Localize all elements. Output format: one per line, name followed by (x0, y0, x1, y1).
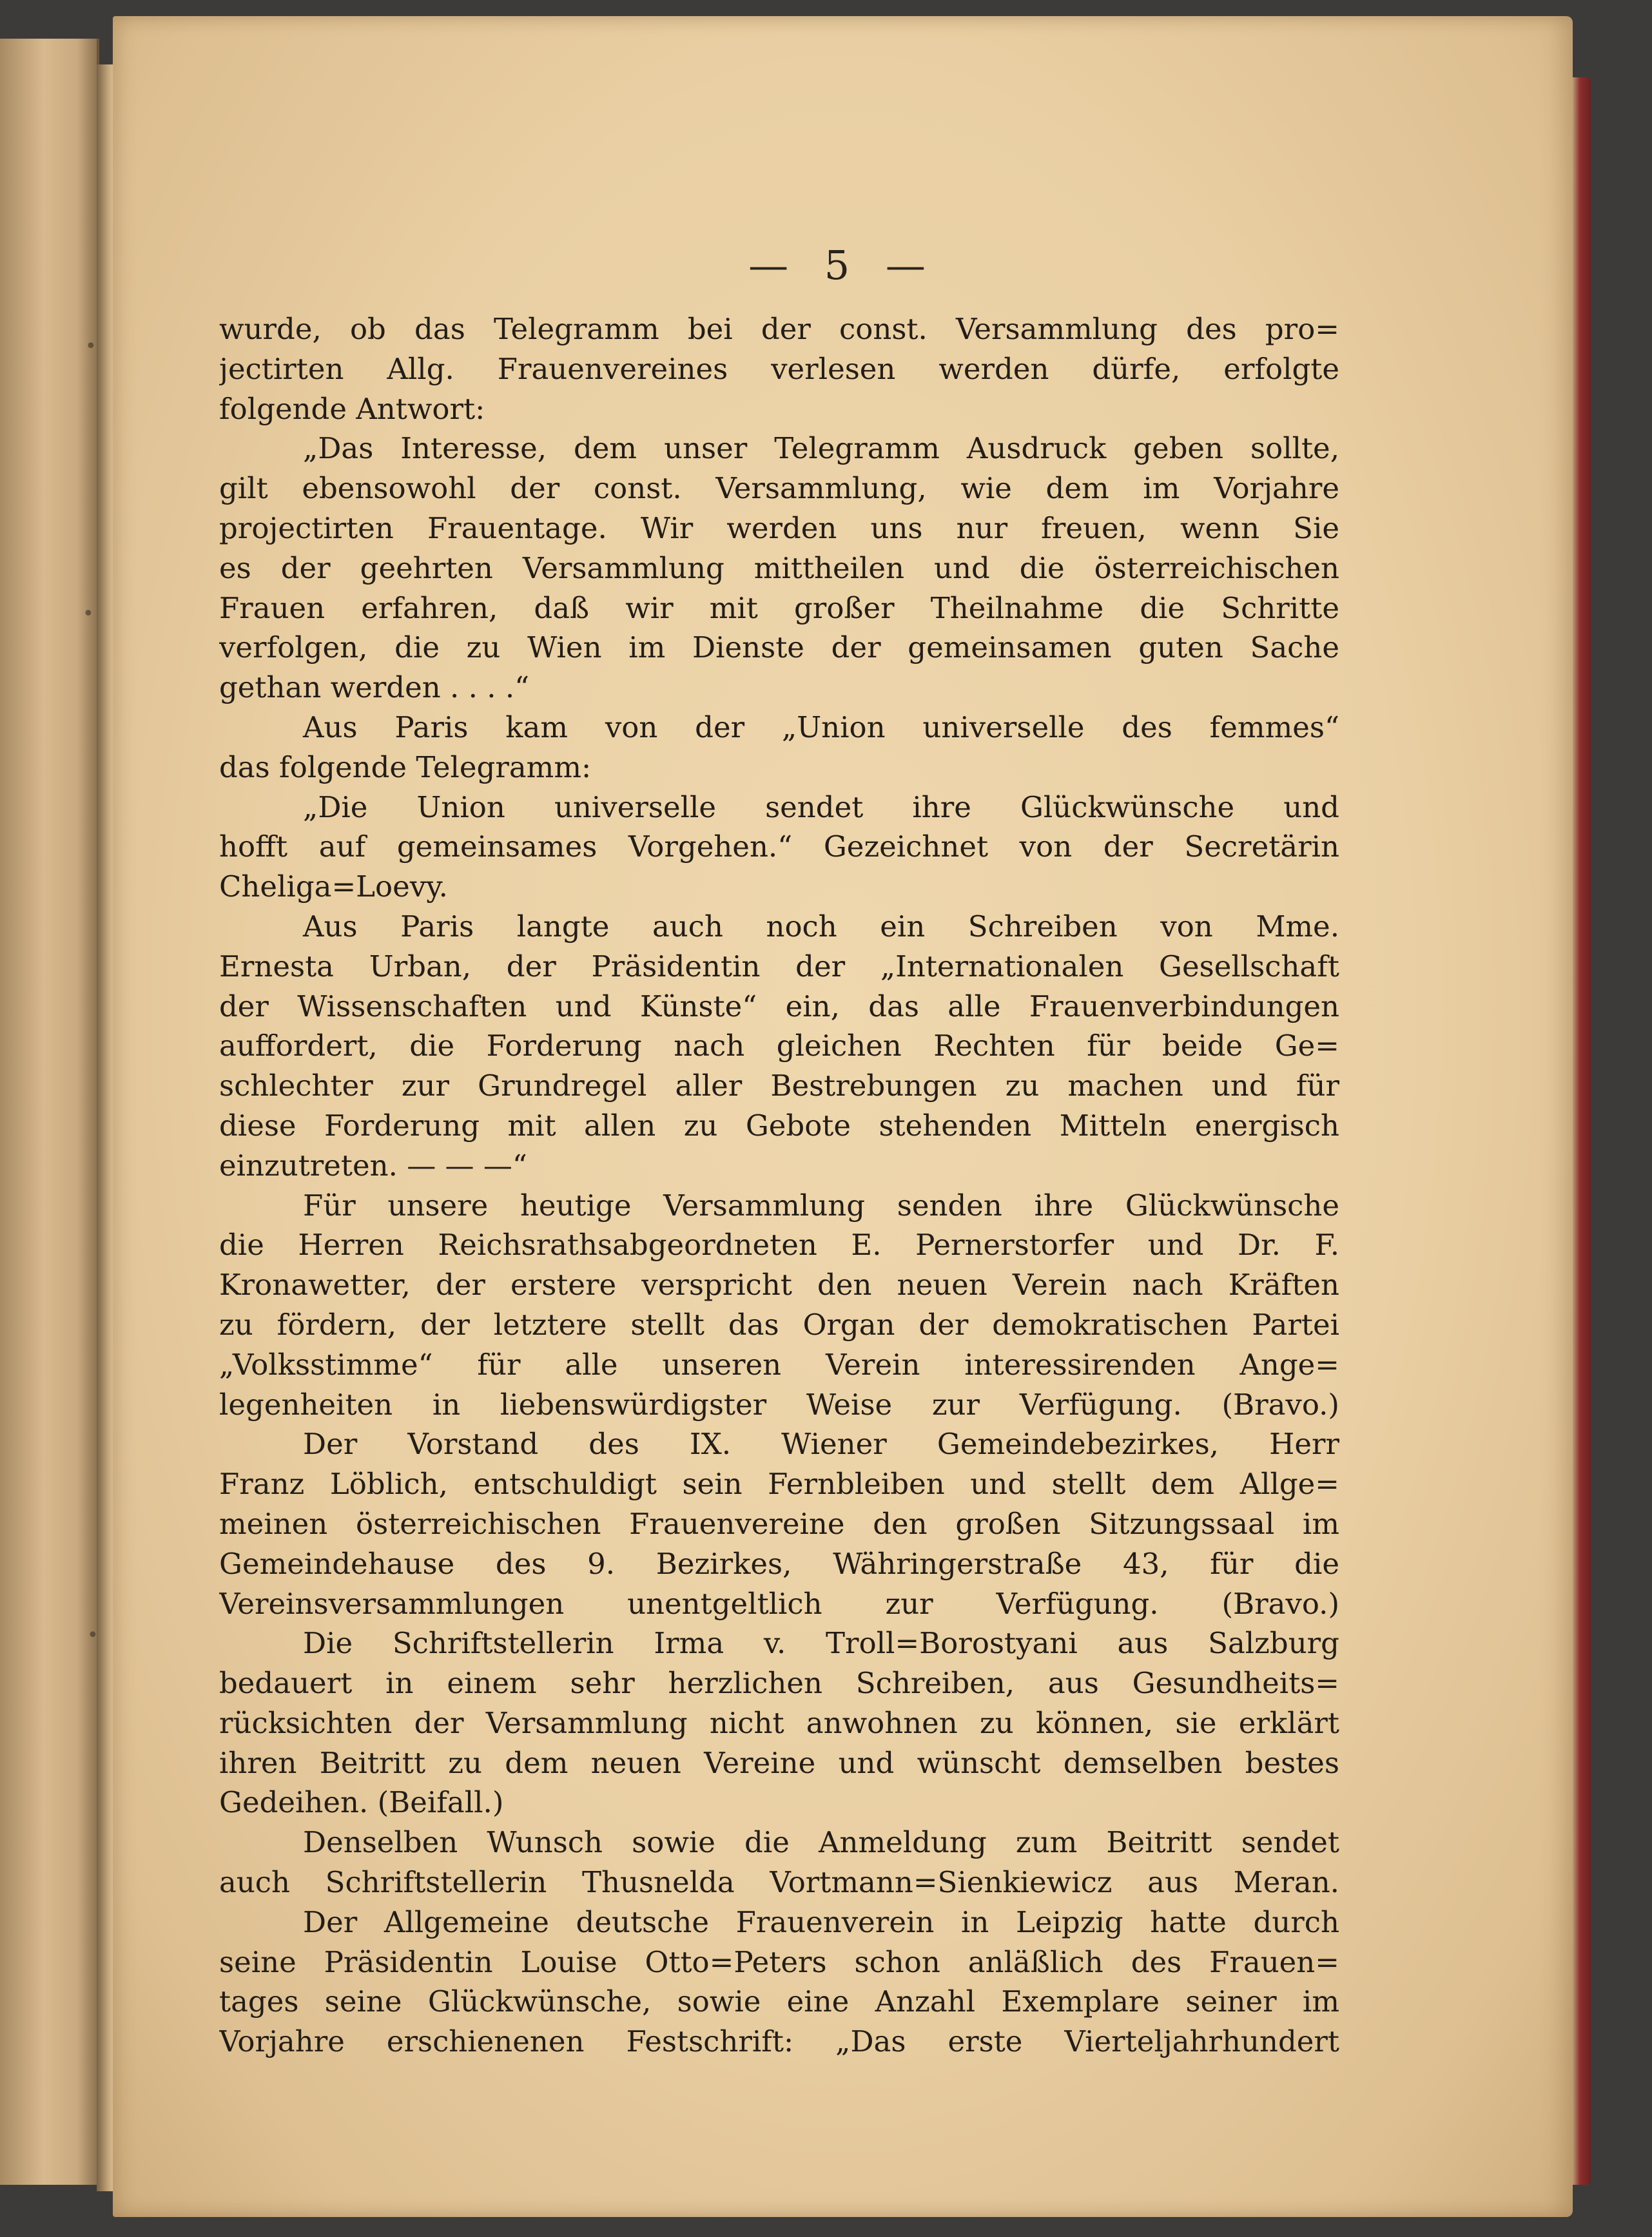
text-line: Für unsere heutige Versammlung senden ihre Glückwünsche (303, 1188, 1339, 1223)
text-line: schlechter zur Grundregel aller Bestrebungen zu machen und für (219, 1069, 1339, 1103)
text-line: Vereinsversammlungen unentgeltlich zur Verfügung. (Bravo.) (219, 1586, 1339, 1621)
text-line: hofft auf gemeinsames Vorgehen.“ Gezeichnet von der Secretärin (219, 829, 1339, 864)
text-line: wurde, ob das Telegramm bei der const. Versammlung des pro= (219, 312, 1339, 346)
text-line: Aus Paris langte auch noch ein Schreiben von Mme. (303, 909, 1339, 944)
text-line: Die Schriftstellerin Irma v. Troll=Borostyani aus Salzburg (303, 1626, 1339, 1661)
text-line: Der Vorstand des IX. Wiener Gemeindebezirkes, Herr (303, 1427, 1339, 1462)
text-line: Gemeindehause des 9. Bezirkes, Währingerstraße 43, für die (219, 1546, 1339, 1581)
text-line: das folgende Telegramm: (219, 750, 592, 784)
text-line: legenheiten in liebenswürdigster Weise zur Verfügung. (Bravo.) (219, 1387, 1339, 1422)
text-line: zu fördern, der letztere stellt das Organ der demokratischen Partei (219, 1307, 1339, 1342)
margin-mark: • (85, 335, 97, 358)
text-line: Ernesta Urban, der Präsidentin der „Internationalen Gesellschaft (219, 949, 1339, 983)
text-line: die Herren Reichsrathsabgeordneten E. Pernerstorfer und Dr. F. (219, 1228, 1339, 1263)
text-line: jectirten Allg. Frauenvereines verlesen werden dürfe, erfolgte (219, 351, 1339, 386)
text-line: folgende Antwort: (219, 391, 485, 426)
text-line: Frauen erfahren, daß wir mit großer Theilnahme die Schritte (219, 590, 1339, 625)
text-line: Der Allgemeine deutsche Frauenverein in Leipzig hatte durch (303, 1904, 1339, 1939)
text-line: Vorjahre erschienenen Festschrift: „Das erste Vierteljahrhundert (219, 2024, 1339, 2059)
text-line: ihren Beitritt zu dem neuen Vereine und wünscht demselben bestes (219, 1745, 1339, 1780)
text-line: „Volksstimme“ für alle unseren Verein interessirenden Ange= (219, 1347, 1339, 1382)
text-line: Aus Paris kam von der „Union universelle des femmes“ (303, 710, 1339, 744)
text-line: gilt ebensowohl der const. Versammlung, wie dem im Vorjahre (219, 471, 1339, 506)
left-page-edge (0, 39, 99, 2185)
text-line: auch Schriftstellerin Thusnelda Vortmann=Sienkiewicz aus Meran. (219, 1865, 1339, 1900)
text-line: Kronawetter, der erstere verspricht den neuen Verein nach Kräften (219, 1268, 1339, 1302)
text-line: „Das Interesse, dem unser Telegramm Ausdruck geben sollte, (303, 431, 1339, 466)
text-line: es der geehrten Versammlung mittheilen und die österreichischen (219, 550, 1339, 585)
text-line: „Die Union universelle sendet ihre Glückwünsche und (303, 789, 1339, 824)
text-line: Denselben Wunsch sowie die Anmeldung zum Beitritt sendet (303, 1825, 1339, 1860)
text-line: Gedeihen. (Beifall.) (219, 1785, 504, 1820)
text-line: einzutreten. — — —“ (219, 1148, 527, 1183)
text-line: seine Präsidentin Louise Otto=Peters schon anläßlich des Frauen= (219, 1944, 1339, 1979)
text-line: tages seine Glückwünsche, sowie eine Anzahl Exemplare seiner im (219, 1984, 1339, 2019)
margin-mark: • (83, 603, 94, 625)
text-line: auffordert, die Forderung nach gleichen Rechten für beide Ge= (219, 1029, 1339, 1063)
text-line: gethan werden . . . .“ (219, 670, 530, 705)
margin-mark: • (87, 1624, 99, 1647)
page-body-text (219, 309, 1339, 2062)
text-line: meinen österreichischen Frauenvereine den großen Sitzungssaal im (219, 1506, 1339, 1541)
text-line: Cheliga=Loevy. (219, 869, 448, 904)
text-line: verfolgen, die zu Wien im Dienste der gemeinsamen guten Sache (219, 630, 1339, 665)
text-line: rücksichten der Versammlung nicht anwohnen zu können, sie erklärt (219, 1705, 1339, 1740)
text-line: der Wissenschaften und Künste“ ein, das alle Frauenverbindungen (219, 989, 1339, 1023)
text-line: diese Forderung mit allen zu Gebote stehenden Mitteln energisch (219, 1108, 1339, 1143)
right-page-edge (1573, 77, 1591, 2185)
text-line: projectirten Frauentage. Wir werden uns nur freuen, wenn Sie (219, 510, 1339, 545)
page-number: — 5 — (748, 242, 937, 289)
text-line: Franz Löblich, entschuldigt sein Fernbleiben und stellt dem Allge= (219, 1467, 1339, 1502)
text-line: bedauert in einem sehr herzlichen Schreiben, aus Gesundheits= (219, 1666, 1339, 1701)
